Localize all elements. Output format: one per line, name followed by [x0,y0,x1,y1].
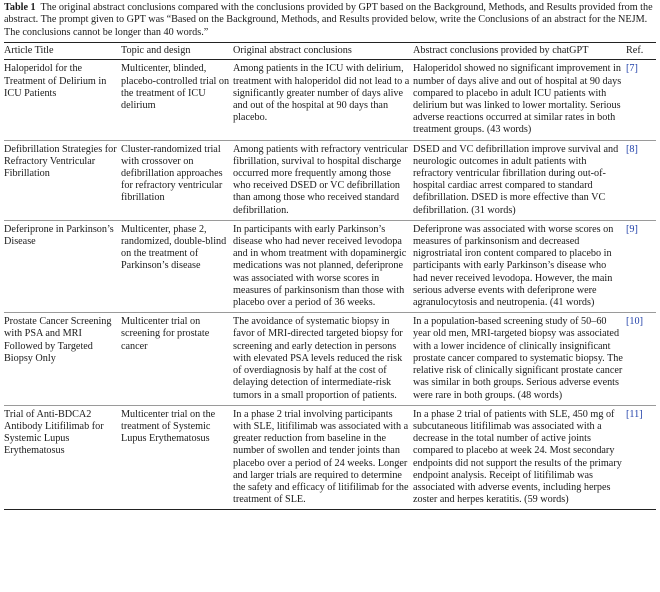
table-body [4,60,656,510]
table-caption [4,2,656,39]
ref-link[interactable]: [10] [626,316,643,328]
ref-link[interactable]: [9] [626,223,638,235]
cell-article-title: Deferiprone in Parkinson’s Disease [4,223,114,248]
comparison-table [4,42,656,510]
cell-gpt-conclusion: Haloperidol showed no significant improvement in number of days alive and out of hospital at 90 days compared to placebo in adult ICU patients with delirium but was linked to lower mortality. Serious adverse reactions occurred at similar rates in both treatment groups. (43 words) [413,63,622,136]
header-article-title: Article Title [4,45,54,57]
cell-article-title: Prostate Cancer Screening with PSA and MRI Followed by Targeted Biopsy Only [4,316,112,364]
header-topic-design: Topic and design [121,45,191,57]
header-original-conclusions: Original abstract conclusions [233,45,352,57]
cell-original-conclusion: Among patients in the ICU with delirium, treatment with haloperidol did not lead to a significantly greater number of days alive and out of the hospital at 90 days than placebo. [233,63,410,124]
cell-topic-design: Multicenter trial on the treatment of Systemic Lupus Erythematosus [121,408,216,445]
ref-link[interactable]: [7] [626,63,638,75]
caption-text: The original abstract conclusions compared with the conclusions provided by GPT based on the Background, Methods, and Results provided from the abstract. The prompt given to GPT was “Based on the Background, Methods, and Results provided below, write the Conclusions of an abstract for the NEJM. The conclusions cannot be longer than 40 words.” [4,2,653,38]
cell-original-conclusion: In a phase 2 trial involving participants with SLE, litifilimab was associated with a greater reduction from baseline in the number of swollen and tender joints than placebo over a period of 24 weeks. Longer and larger trials are required to determine the safety and efficacy of litifilimab for the treatment of SLE. [233,408,409,506]
header-row [4,43,656,60]
table-row [4,60,656,140]
ref-link[interactable]: [11] [626,408,643,420]
header-gpt-conclusions: Abstract conclusions provided by chatGPT [413,45,589,57]
cell-original-conclusion: In participants with early Parkinson’s disease who had never received levodopa and in whom treatment with dopaminergic medications was not planned, deferiprone was associated with worse scores in measures of parkinsonism than those with placebo over a period of 36 weeks. [233,223,407,309]
cell-gpt-conclusion: In a phase 2 trial of patients with SLE, 450 mg of subcutaneous litifilimab was associated with a decrease in the total number of active joints compared to placebo at week 24. Most secondary endpoints did not support the results of the primary endpoint analysis. Receipt of litifilimab was associated with adverse events, including herpes zoster and herpes keratitis. (59 words) [413,408,622,506]
cell-original-conclusion: Among patients with refractory ventricular fibrillation, survival to hospital discharge occurred more frequently among those who received DSED or VC defibrillation than among those who received standard defibrillation. [233,143,408,216]
ref-link[interactable]: [8] [626,143,638,155]
cell-article-title: Defibrillation Strategies for Refractory Ventricular Fibrillation [4,143,117,180]
cell-topic-design: Multicenter, blinded, placebo-controlled trial on the treatment of ICU delirium [121,63,230,112]
table-row [4,220,656,312]
cell-topic-design: Multicenter trial on screening for prostate cancer [121,316,210,352]
cell-topic-design: Cluster-randomized trial with crossover on defibrillation approaches for refractory ventricular fibrillation [121,143,223,204]
table-row [4,140,656,220]
table-row [4,313,656,405]
cell-gpt-conclusion: In a population-based screening study of 50–60 year old men, MRI-targeted biopsy was associated with a lower incidence of clinically insignificant prostate cancer compared to systematic biopsy. The relative risk of clinically significant prostate cancer was similar in both groups. Serious adverse events were rare in both groups. (48 words) [413,316,623,401]
cell-article-title: Trial of Anti-BDCA2 Antibody Litifilimab for Systemic Lupus Erythematosus [4,408,104,457]
table-row [4,405,656,510]
cell-article-title: Haloperidol for the Treatment of Delirium in ICU Patients [4,63,107,99]
header-ref: Ref. [626,45,644,57]
cell-gpt-conclusion: Deferiprone was associated with worse scores on measures of parkinsonism and decreased nigrostriatal iron content compared to placebo in participants with early Parkinson’s disease who had never received levodopa. However, the main serious adverse events with deferiprone were agranulocytosis and neutropenia. (41 words) [413,223,614,309]
table-label: Table 1 [4,2,36,13]
table-header [4,43,656,60]
cell-gpt-conclusion: DSED and VC defibrillation improve survival and neurologic outcomes in adult patients with refractory ventricular fibrillation during out-of-hospital cardiac arrest compared to standard defibrillation. DSED is more effective than VC defibrillation. (31 words) [413,143,619,216]
cell-topic-design: Multicenter, phase 2, randomized, double-blind on the treatment of Parkinson’s disease [121,223,227,272]
cell-original-conclusion: The avoidance of systematic biopsy in favor of MRI-directed targeted biopsy for screening and early detection in persons with elevated PSA levels reduced the risk of overdiagnosis by half at the cost of delaying detection of intermediate-risk tumors in a small proportion of patients. [233,316,403,401]
